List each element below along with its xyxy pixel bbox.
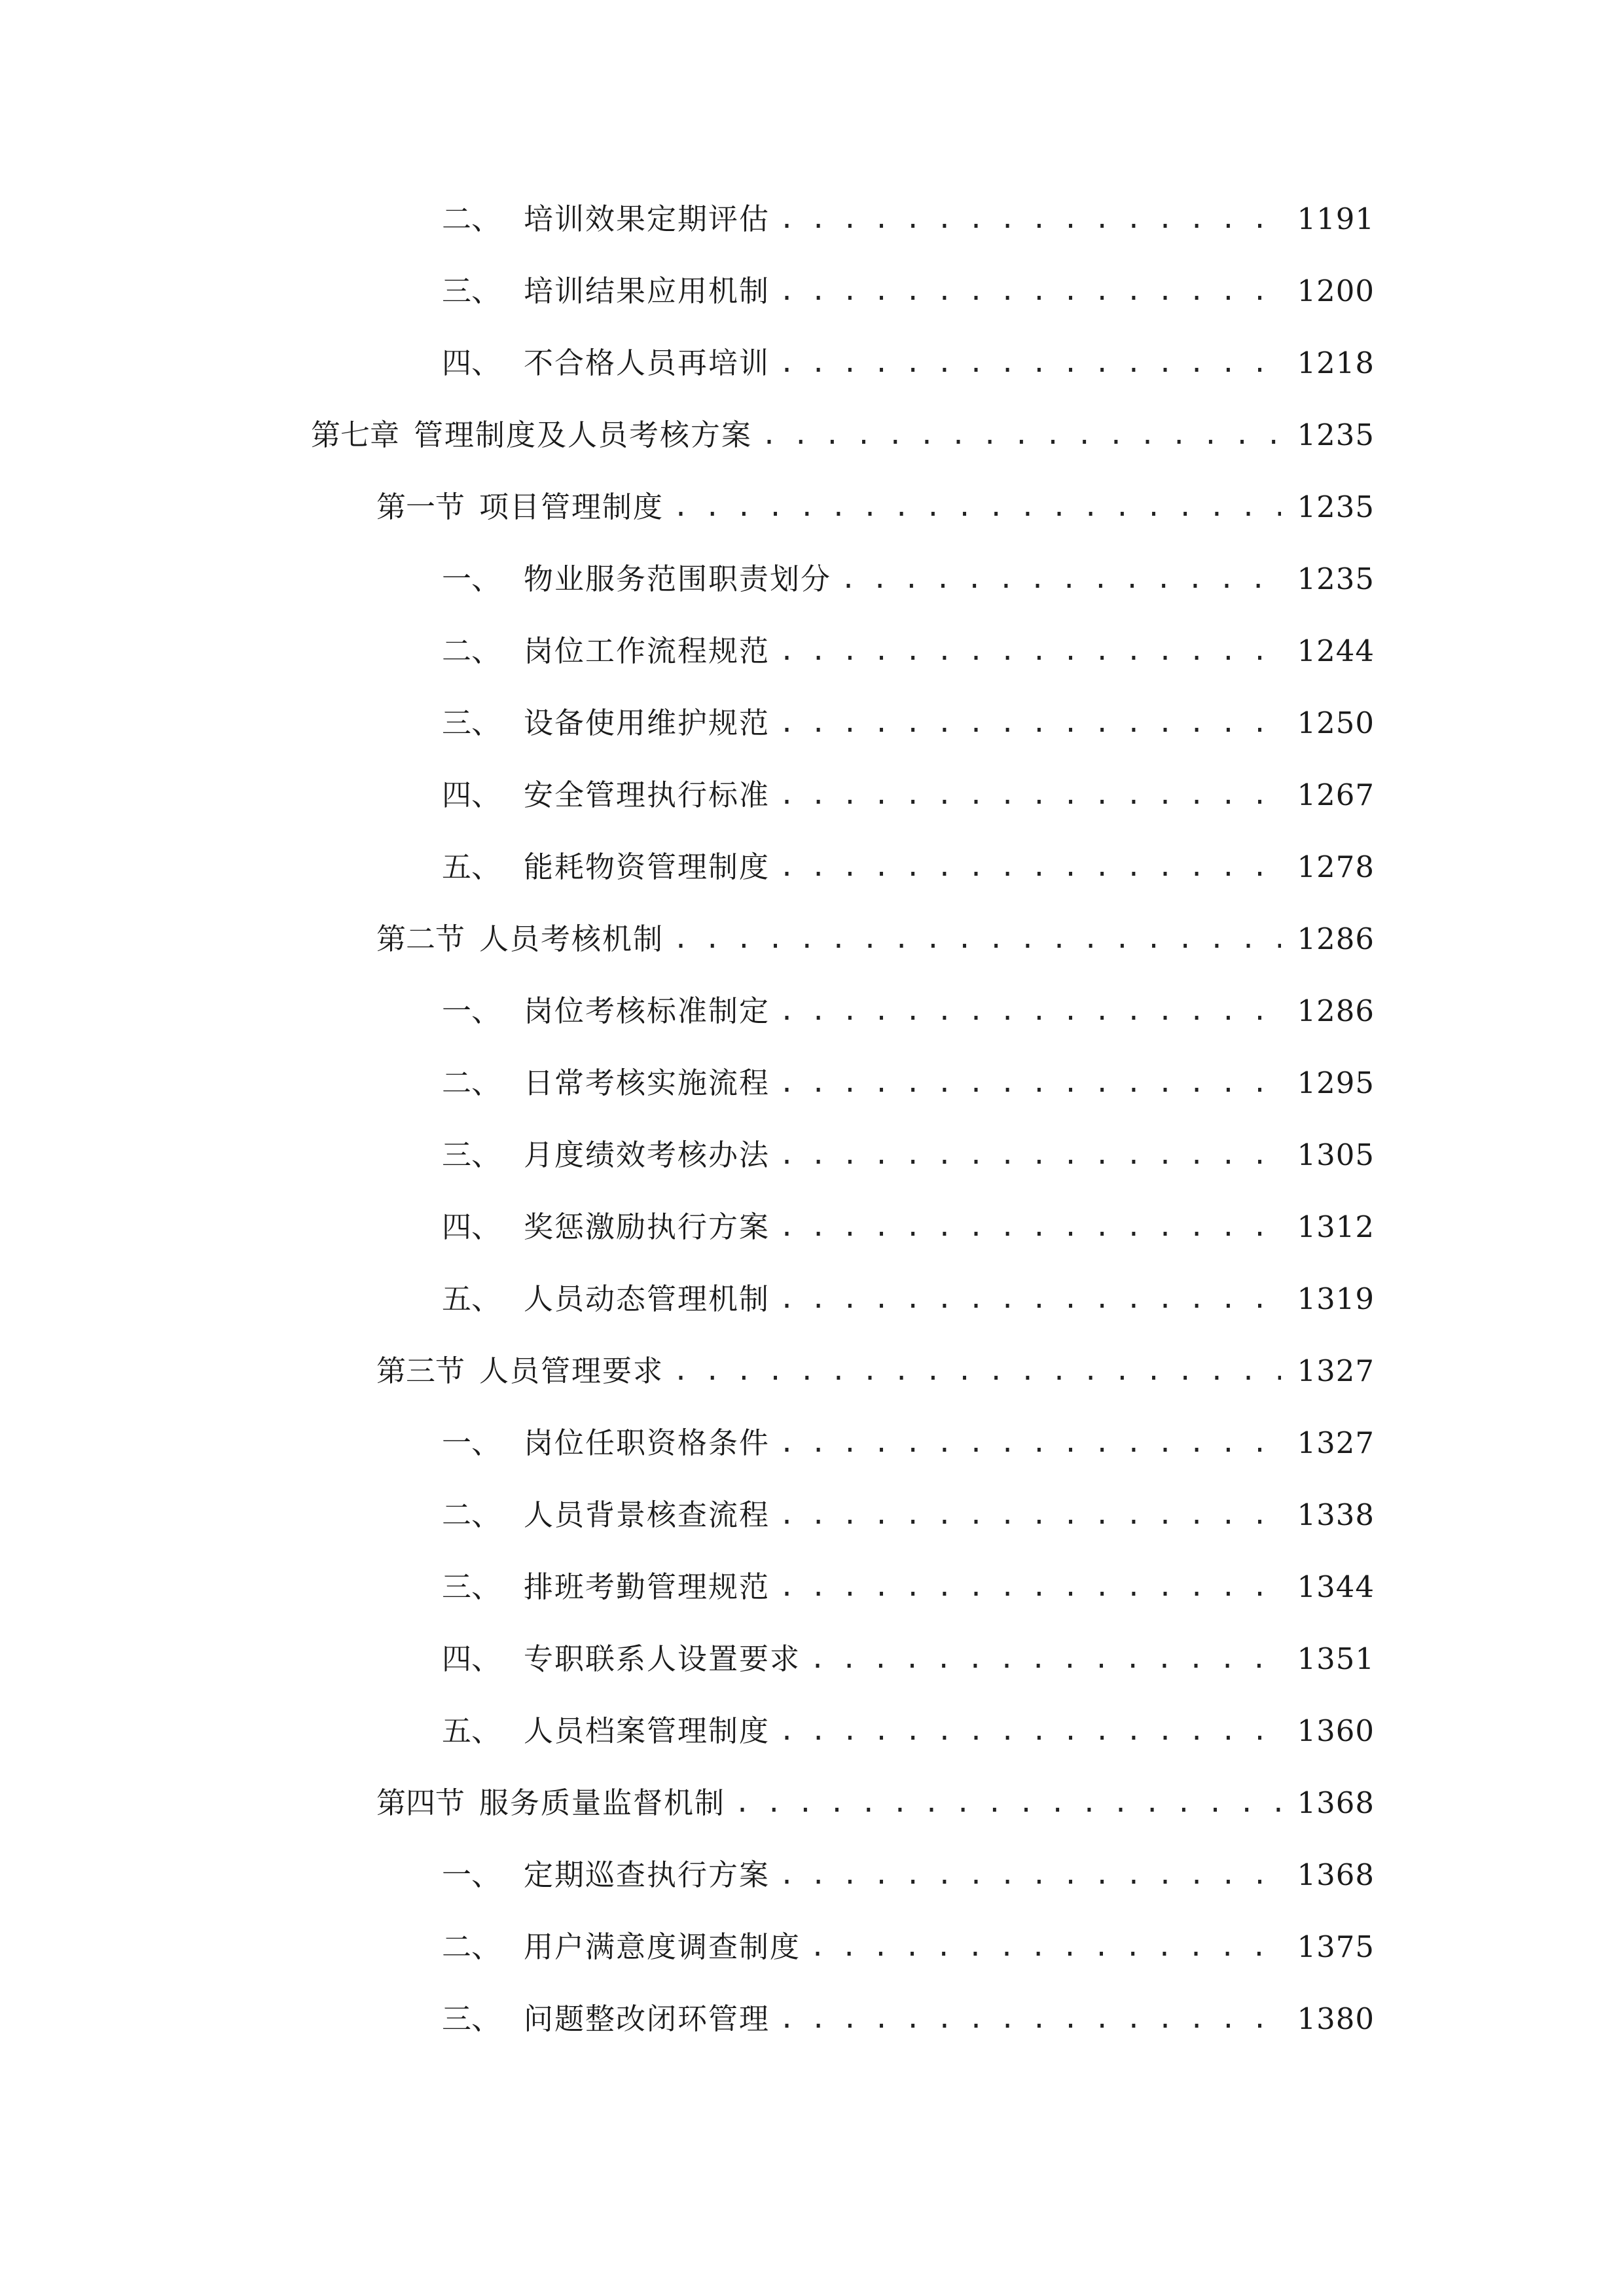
dot-leader bbox=[779, 1119, 1281, 1191]
toc-entry-number: 四、 bbox=[442, 1210, 501, 1244]
toc-entry-title: 人员动态管理机制 bbox=[524, 1282, 770, 1316]
dot-leader bbox=[840, 543, 1281, 615]
toc-entry-page: 1218 bbox=[1297, 346, 1375, 380]
toc-entry[interactable] bbox=[442, 1551, 1375, 1623]
toc-entry[interactable] bbox=[442, 615, 1375, 687]
toc-entry-number: 第二节 bbox=[376, 922, 465, 956]
toc-entry-page: 1235 bbox=[1297, 490, 1375, 524]
toc-entry-number: 一、 bbox=[442, 562, 501, 596]
dot-leader bbox=[779, 1047, 1281, 1119]
toc-entry-number: 一、 bbox=[442, 1426, 501, 1460]
dot-leader bbox=[734, 1767, 1281, 1839]
toc-entry[interactable] bbox=[442, 1839, 1375, 1911]
toc-entry-page: 1368 bbox=[1297, 1785, 1375, 1820]
toc-entry[interactable] bbox=[442, 1911, 1375, 1983]
dot-leader bbox=[779, 183, 1281, 255]
toc-entry[interactable] bbox=[442, 1263, 1375, 1335]
toc-entry-title: 人员考核机制 bbox=[479, 922, 664, 956]
toc-entry-number: 三、 bbox=[442, 706, 501, 740]
toc-entry-page: 1360 bbox=[1297, 1713, 1375, 1748]
dot-leader bbox=[779, 1695, 1281, 1767]
dot-leader bbox=[779, 687, 1281, 759]
toc-entry[interactable] bbox=[442, 975, 1375, 1047]
dot-leader bbox=[779, 1983, 1281, 2055]
toc-entry[interactable] bbox=[442, 1623, 1375, 1695]
toc-entry-title: 用户满意度调查制度 bbox=[524, 1929, 801, 1964]
toc-entry[interactable] bbox=[442, 327, 1375, 399]
toc-entry-page: 1278 bbox=[1297, 850, 1375, 884]
dot-leader bbox=[761, 399, 1281, 471]
toc-entry-page: 1319 bbox=[1297, 1282, 1375, 1316]
toc-entry-page: 1338 bbox=[1297, 1498, 1375, 1532]
toc-entry[interactable] bbox=[442, 1047, 1375, 1119]
toc-entry-page: 1286 bbox=[1297, 994, 1375, 1028]
dot-leader bbox=[779, 1191, 1281, 1263]
toc-entry-title: 项目管理制度 bbox=[479, 490, 664, 524]
toc-entry-title: 管理制度及人员考核方案 bbox=[414, 418, 753, 452]
toc-entry-page: 1295 bbox=[1297, 1066, 1375, 1100]
dot-leader bbox=[779, 975, 1281, 1047]
toc-entry-number: 四、 bbox=[442, 778, 501, 812]
toc-entry-page: 1312 bbox=[1297, 1210, 1375, 1244]
toc-entry-number: 四、 bbox=[442, 346, 501, 380]
toc-entry-page: 1191 bbox=[1297, 202, 1375, 236]
toc-entry-number: 五、 bbox=[442, 1282, 501, 1316]
toc-entry-number: 第七章 bbox=[311, 418, 400, 452]
toc-entry[interactable] bbox=[442, 1479, 1375, 1551]
dot-leader bbox=[810, 1623, 1281, 1695]
dot-leader bbox=[779, 1263, 1281, 1335]
toc-entry-title: 月度绩效考核办法 bbox=[524, 1138, 770, 1172]
dot-leader bbox=[779, 759, 1281, 831]
toc-entry-number: 三、 bbox=[442, 2001, 501, 2036]
toc-entry[interactable] bbox=[442, 183, 1375, 255]
toc-entry-page: 1327 bbox=[1297, 1426, 1375, 1460]
toc-entry-number: 三、 bbox=[442, 1570, 501, 1604]
toc-entry-page: 1351 bbox=[1297, 1641, 1375, 1676]
toc-entry-page: 1368 bbox=[1297, 1857, 1375, 1892]
dot-leader bbox=[779, 327, 1281, 399]
dot-leader bbox=[779, 1551, 1281, 1623]
toc-entry-number: 二、 bbox=[442, 1066, 501, 1100]
toc-entry-number: 一、 bbox=[442, 1857, 501, 1892]
toc-entry-page: 1235 bbox=[1297, 418, 1375, 452]
toc-entry-page: 1200 bbox=[1297, 274, 1375, 308]
toc-entry-title: 人员背景核查流程 bbox=[524, 1498, 770, 1532]
toc-entry[interactable] bbox=[442, 1695, 1375, 1767]
dot-leader bbox=[779, 831, 1281, 903]
toc-entry-page: 1380 bbox=[1297, 2001, 1375, 2036]
toc-entry-page: 1344 bbox=[1297, 1570, 1375, 1604]
toc-entry-number: 第三节 bbox=[376, 1354, 465, 1388]
toc-entry-section[interactable] bbox=[376, 471, 1375, 543]
dot-leader bbox=[779, 615, 1281, 687]
toc-entry[interactable] bbox=[442, 1119, 1375, 1191]
toc-entry-title: 定期巡查执行方案 bbox=[524, 1857, 770, 1892]
toc-entry-title: 服务质量监督机制 bbox=[479, 1785, 726, 1820]
toc-entry-number: 第四节 bbox=[376, 1785, 465, 1820]
toc-entry[interactable] bbox=[442, 255, 1375, 327]
dot-leader bbox=[673, 903, 1281, 975]
toc-entry-title: 问题整改闭环管理 bbox=[524, 2001, 770, 2036]
dot-leader bbox=[779, 1839, 1281, 1911]
toc-entry-title: 设备使用维护规范 bbox=[524, 706, 770, 740]
toc-entry-title: 岗位考核标准制定 bbox=[524, 994, 770, 1028]
toc-entry-section[interactable] bbox=[376, 1335, 1375, 1407]
toc-entry-title: 不合格人员再培训 bbox=[524, 346, 770, 380]
toc-entry-number: 四、 bbox=[442, 1641, 501, 1676]
toc-entry-title: 人员管理要求 bbox=[479, 1354, 664, 1388]
toc-entry-number: 一、 bbox=[442, 994, 501, 1028]
toc-entry-title: 物业服务范围职责划分 bbox=[524, 562, 832, 596]
toc-entry-number: 二、 bbox=[442, 1929, 501, 1964]
toc-entry-number: 二、 bbox=[442, 1498, 501, 1532]
toc-entry-number: 二、 bbox=[442, 634, 501, 668]
toc-entry-title: 人员档案管理制度 bbox=[524, 1713, 770, 1748]
toc-entry-title: 日常考核实施流程 bbox=[524, 1066, 770, 1100]
toc-entry-title: 排班考勤管理规范 bbox=[524, 1570, 770, 1604]
toc-entry-title: 岗位任职资格条件 bbox=[524, 1426, 770, 1460]
dot-leader bbox=[810, 1911, 1281, 1983]
toc-entry-number: 第一节 bbox=[376, 490, 465, 524]
toc-entry-title: 培训效果定期评估 bbox=[524, 202, 770, 236]
toc-entry[interactable] bbox=[442, 1407, 1375, 1479]
toc-entry-page: 1286 bbox=[1297, 922, 1375, 956]
toc-entry-section[interactable] bbox=[376, 903, 1375, 975]
toc-entry-page: 1244 bbox=[1297, 634, 1375, 668]
toc-entry-title: 岗位工作流程规范 bbox=[524, 634, 770, 668]
toc-entry-title: 培训结果应用机制 bbox=[524, 274, 770, 308]
toc-entry-page: 1305 bbox=[1297, 1138, 1375, 1172]
toc-entry-page: 1375 bbox=[1297, 1929, 1375, 1964]
toc-entry[interactable] bbox=[442, 687, 1375, 759]
toc-entry[interactable] bbox=[442, 759, 1375, 831]
dot-leader bbox=[673, 1335, 1281, 1407]
toc-entry-number: 二、 bbox=[442, 202, 501, 236]
toc-entry-page: 1235 bbox=[1297, 562, 1375, 596]
toc-entry-title: 安全管理执行标准 bbox=[524, 778, 770, 812]
toc-entry[interactable] bbox=[442, 1191, 1375, 1263]
dot-leader bbox=[779, 1479, 1281, 1551]
toc-entry-page: 1250 bbox=[1297, 706, 1375, 740]
toc-entry-page: 1267 bbox=[1297, 778, 1375, 812]
toc-entry-number: 五、 bbox=[442, 850, 501, 884]
toc-entry-section[interactable] bbox=[376, 1767, 1375, 1839]
toc-entry[interactable] bbox=[442, 831, 1375, 903]
toc-entry[interactable] bbox=[442, 1983, 1375, 2055]
toc-entry-chapter[interactable] bbox=[311, 399, 1375, 471]
toc-entry-number: 三、 bbox=[442, 274, 501, 308]
toc-entry-title: 专职联系人设置要求 bbox=[524, 1641, 801, 1676]
toc-entry[interactable] bbox=[442, 543, 1375, 615]
toc-entry-number: 三、 bbox=[442, 1138, 501, 1172]
toc-entry-title: 能耗物资管理制度 bbox=[524, 850, 770, 884]
dot-leader bbox=[673, 471, 1281, 543]
dot-leader bbox=[779, 1407, 1281, 1479]
toc-entry-page: 1327 bbox=[1297, 1354, 1375, 1388]
dot-leader bbox=[779, 255, 1281, 327]
toc-entry-number: 五、 bbox=[442, 1713, 501, 1748]
toc-entry-title: 奖惩激励执行方案 bbox=[524, 1210, 770, 1244]
